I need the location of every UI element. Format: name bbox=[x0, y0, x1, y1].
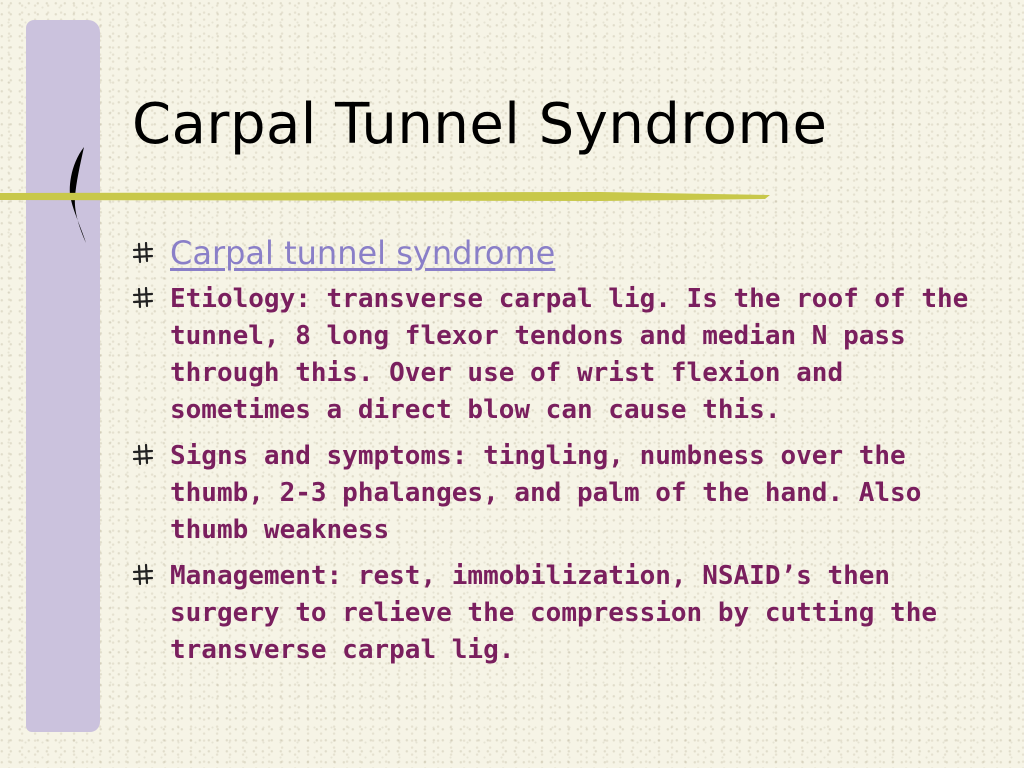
bullet-item-management bbox=[132, 558, 982, 669]
bullet-item-etiology bbox=[132, 281, 982, 429]
title-divider bbox=[0, 189, 770, 203]
bullet-text-signs: Signs and symptoms: tingling, numbness over the thumb, 2-3 phalanges, and palm of the hand. Also thumb weakness bbox=[170, 441, 922, 545]
hash-bullet-icon bbox=[132, 564, 154, 586]
bullet-item-signs bbox=[132, 438, 982, 549]
hash-bullet-icon bbox=[132, 444, 154, 466]
side-bar-decoration bbox=[26, 20, 100, 732]
hash-bullet-icon bbox=[132, 287, 154, 309]
hash-bullet-icon bbox=[132, 242, 154, 264]
bullet-text-management: Management: rest, immobilization, NSAID’s then surgery to relieve the compression by cutting the transverse carpal lig. bbox=[170, 561, 938, 665]
bullet-text-etiology: Etiology: transverse carpal lig. Is the roof of the tunnel, 8 long flexor tendons and median N pass through this. Over use of wrist flexion and sometimes a direct blow can cause this. bbox=[170, 284, 969, 425]
slide-title: Carpal Tunnel Syndrome bbox=[132, 92, 828, 157]
bullet-list bbox=[132, 234, 982, 678]
carpal-tunnel-link[interactable]: Carpal tunnel syndrome bbox=[170, 234, 556, 272]
bullet-item-link bbox=[132, 234, 982, 272]
